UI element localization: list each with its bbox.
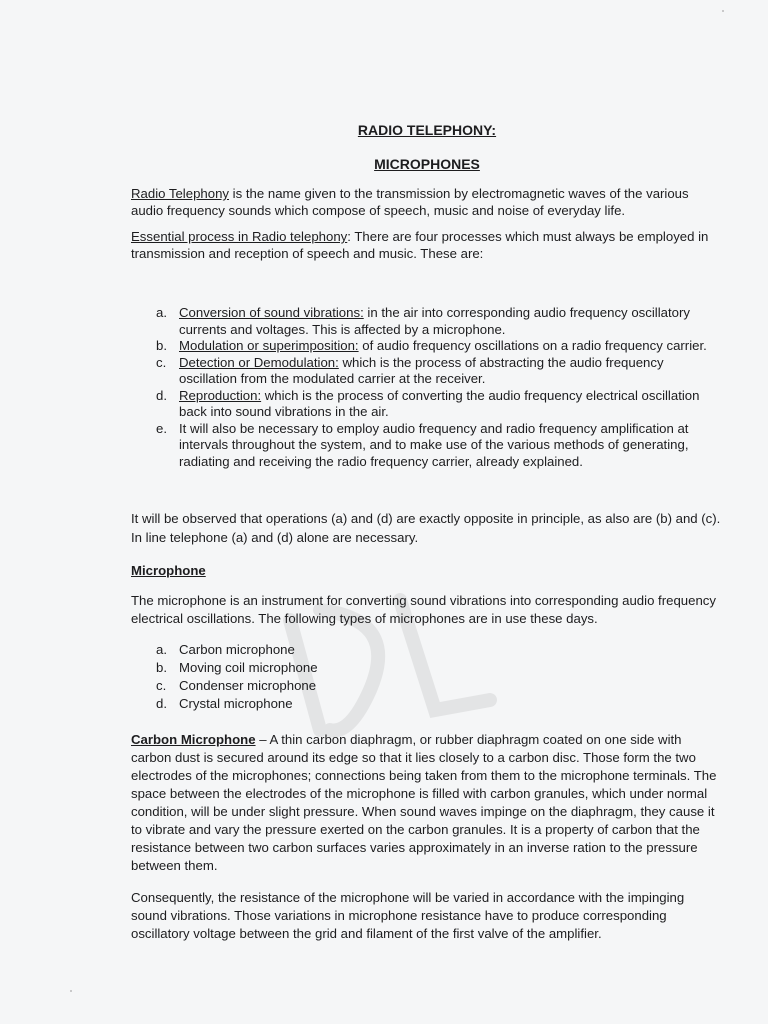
- intro-term: Radio Telephony: [131, 186, 230, 201]
- essential-paragraph: [131, 229, 723, 262]
- list-item-label: d.: [156, 695, 167, 711]
- list-item-term: Modulation or superimposition:: [179, 338, 359, 353]
- list-item-term: Conversion of sound vibrations:: [179, 305, 364, 320]
- intro-text: is the name given to the transmission by electromagnetic waves of the various audio frequency sounds which compose of speech, music and noise of everyday life.: [131, 186, 689, 218]
- list-item: [156, 659, 723, 677]
- list-item-text: Condenser microphone: [179, 677, 317, 693]
- list-item-text: of audio frequency oscillations on a radio frequency carrier.: [358, 338, 707, 353]
- list-item: [156, 305, 723, 338]
- essential-term: Essential process in Radio telephony: [131, 229, 348, 244]
- list-item-text: Moving coil microphone: [179, 659, 318, 675]
- list-item-term: Reproduction:: [179, 387, 262, 403]
- essential-text: : There are four processes which must always be employed in transmission and reception of speech and music. These are:: [131, 229, 709, 261]
- intro-paragraph: [131, 186, 723, 219]
- list-item-label: d.: [156, 387, 167, 403]
- document-body: [131, 118, 723, 943]
- list-item-label: a.: [156, 305, 167, 320]
- list-item-label: c.: [156, 354, 167, 370]
- list-item-label: a.: [156, 641, 167, 657]
- process-list: [131, 305, 723, 470]
- scan-speck: [70, 990, 72, 992]
- list-item: [156, 388, 723, 421]
- consequently-paragraph: Consequently, the resistance of the microphone will be varied in accordance with the impinging sound vibrations. Those variations in microphone resistance have to produce corresponding oscillatory voltage between the grid and filament of the first valve of the amplifier.: [131, 889, 685, 941]
- list-item: [156, 677, 723, 695]
- list-item-label: c.: [156, 677, 167, 693]
- observation-paragraph: It will be observed that operations (a) and (d) are exactly opposite in principle, as also are (b) and (c). In line telephone (a) and (d) alone are necessary.: [131, 511, 721, 545]
- list-item-term: Detection or Demodulation:: [179, 354, 339, 370]
- list-item-text: in the air into corresponding audio frequency oscillatory currents and voltages. This is affected by a microphone.: [179, 305, 690, 337]
- list-item-label: b.: [156, 659, 167, 675]
- section-heading-microphone: Microphone: [131, 563, 206, 578]
- list-item-text: It will also be necessary to employ audio frequency and radio frequency amplification at intervals throughout the system, and to make use of the various methods of generating, radiating and receiving the radio frequency carrier, already explained.: [179, 420, 689, 469]
- list-item-text: Crystal microphone: [179, 695, 293, 711]
- list-item-text: which is the process of abstracting the audio frequency oscillation from the modulated carrier at the receiver.: [179, 354, 664, 386]
- list-item-text: which is the process of converting the audio frequency electrical oscillation back into sound vibrations in the air.: [179, 387, 700, 419]
- list-item: [156, 421, 723, 471]
- microphone-type-list: [131, 641, 723, 713]
- list-item: [156, 695, 723, 713]
- microphone-definition: The microphone is an instrument for converting sound vibrations into corresponding audio frequency electrical oscillations. The following types of microphones are in use these days.: [131, 592, 716, 626]
- carbon-microphone-text: – A thin carbon diaphragm, or rubber diaphragm coated on one side with carbon dust is secured around its edge so that it lies closely to a carbon disc. Those form the two electrodes of the microphones; connections being taken from them to the microphone terminals. The space between the electrodes of the microphone is filled with carbon granules, which under normal condition, will be under slight pressure. When sound waves impinge on the diaphragm, they cause it to vibrate and vary the pressure exerted on the carbon granules. It is a property of carbon that the resistance between two carbon surfaces varies approximately in an inverse ration to the pressure between them.: [131, 731, 717, 873]
- carbon-microphone-heading: Carbon Microphone: [131, 731, 256, 747]
- list-item: [156, 641, 723, 659]
- document-subtitle: MICROPHONES: [374, 155, 480, 172]
- list-item-text: Carbon microphone: [179, 641, 295, 657]
- carbon-microphone-paragraph: [131, 731, 723, 875]
- document-title: RADIO TELEPHONY:: [357, 122, 497, 138]
- list-item: [156, 338, 723, 355]
- list-item-label: b.: [156, 338, 167, 353]
- scan-speck: [722, 10, 724, 12]
- list-item-label: e.: [156, 420, 167, 436]
- list-item: [156, 355, 723, 388]
